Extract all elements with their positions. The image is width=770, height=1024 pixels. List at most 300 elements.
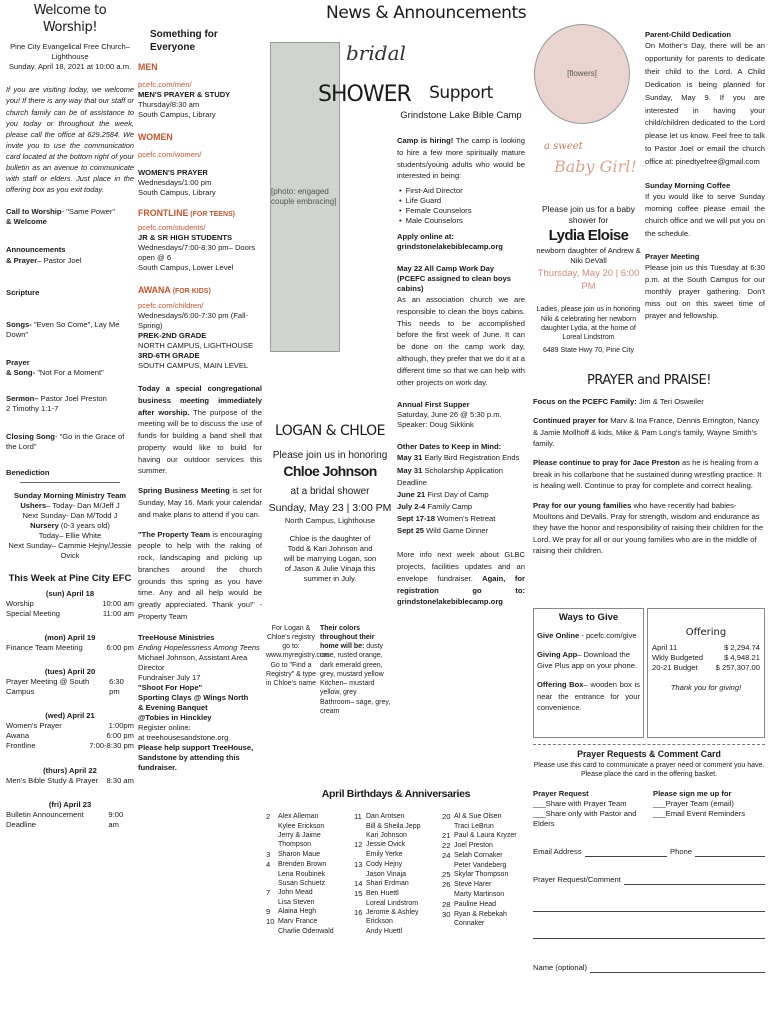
treehouse-director: Michael Johnson, Assistant Area Director — [138, 652, 248, 672]
schedule-time: 9:00 am — [108, 809, 124, 829]
ministries-title: Something for Everyone — [150, 29, 218, 54]
birthday-name: Kylee Erickson — [278, 822, 325, 830]
prayer-praise-section — [533, 372, 765, 556]
please-join: Please join us in honoring — [272, 449, 388, 461]
offering-label: April 11 — [652, 643, 678, 653]
birthday-name: Emily Yerke — [366, 851, 403, 859]
birthday-entry — [266, 917, 350, 927]
birthday-name: Kari Johnson — [366, 832, 407, 840]
church-name: Pine City Evangelical Free Church– Lighthouse — [10, 42, 130, 62]
annual-supper-speaker: Speaker: Doug Sikkink — [397, 420, 474, 430]
spring-meeting-note: Spring Business Meeting is set for Sunday, May 16. Mark your calendar and make plans to attend if you can. — [138, 486, 263, 519]
sporting-clays: Sporting Clays @ Wings North — [138, 692, 249, 702]
birthday-entry — [442, 900, 526, 910]
birthday-entry — [266, 927, 350, 936]
date-row — [397, 465, 525, 489]
birthday-entry — [266, 907, 350, 917]
dedication-title: Parent-Child Dedication — [645, 30, 732, 39]
birthday-day: 24 — [442, 851, 451, 861]
baby-shower-details: Ladies, please join us in honoring Niki & celebrating her newborn daughter Lydia, at the home of Loreal Lindstrom — [536, 306, 641, 342]
offering-row — [652, 643, 760, 653]
divider — [20, 482, 120, 483]
birthday-day — [266, 831, 278, 849]
offering-label: Wkly Budgeted — [652, 653, 704, 663]
schedule-day: (mon) April 19 — [44, 633, 96, 643]
order-sermon: Sermon– Pastor Joel Preston — [6, 393, 107, 403]
awana-heading: AWANA (FOR KIDS) — [138, 285, 211, 296]
birthday-entry — [266, 870, 350, 879]
men-place: South Campus, Library — [138, 110, 216, 120]
coffee-text: If you would like to serve Sunday morning coffee please email the church office and we will put you on the schedule. — [645, 192, 765, 238]
birthday-entry — [266, 860, 350, 870]
men-heading: MEN — [138, 62, 158, 73]
fundraiser-date: Fundraiser July 17 — [138, 672, 201, 682]
frontline-link[interactable]: pcefc.com/students/ — [138, 223, 206, 233]
women-link[interactable]: pcefc.com/women/ — [138, 149, 202, 159]
date-event: Scholarship Application Deadline — [397, 465, 503, 487]
schedule-row — [6, 741, 134, 751]
couple-info: Chloe is the daughter of Todd & Kari Johnson and will be marrying Logan, son of Jason & Julie Vinaja this summer in July. — [283, 533, 377, 583]
birthday-day: 21 — [442, 831, 451, 841]
schedule-time: 6:30 pm — [109, 677, 124, 697]
registry-info: For Logan & Chloe's registry go to: www.myregistry.com Go to "Find a Registry" & type in Chloe's name — [266, 624, 330, 688]
birthday-entry — [266, 888, 350, 898]
birthday-name: John Mead — [278, 889, 313, 897]
birthday-name: Selah Cornaker — [454, 852, 503, 860]
schedule-event: Bulletin Announcement Deadline — [6, 809, 84, 829]
birthday-column — [354, 812, 438, 937]
name-row: Name (optional) — [533, 963, 765, 973]
schedule-time: 6:00 pm — [106, 643, 134, 653]
flowers-illustration: [flowers] — [534, 24, 630, 124]
continued-prayer: Continued prayer for Marv & Ina France, Dennis Errington, Nancy & Jamie Mollhoff & kids, Mike & Pam Long's family, Wayne Smith's family. — [533, 416, 760, 448]
schedule-time: 11:00 am — [102, 609, 134, 619]
more-info: More info next week about GLBC projects, facilities updates and an envelope fundraiser. Again, for registration go to: grindstonelakebiblecamp.org — [397, 550, 525, 607]
birthday-day — [442, 890, 454, 899]
give-online: Give Online - pcefc.com/give — [537, 630, 637, 640]
option-pastor-elders[interactable]: ___Share only with Pastor and Elders — [533, 809, 637, 829]
jace-prayer: Please continue to pray for Jace Preston as he is healing from a break in his collarbone that he sustained during wrestling practice. It is healing well. Continue to pray for complete and correct healing. — [533, 458, 762, 491]
date-label: Sept 25 — [397, 526, 425, 536]
shower-heading: SHOWER — [318, 82, 411, 108]
work-day-title: May 22 All Camp Work Day — [397, 264, 495, 274]
offering-amount: $ 2,294.74 — [724, 643, 760, 653]
schedule-row — [6, 721, 134, 731]
birthday-name: Sharon Maue — [278, 850, 321, 858]
prayer-praise-title: PRAYER and PRAISE! — [587, 373, 711, 388]
apply-label: Apply online at: — [397, 232, 454, 242]
birthday-day: 15 — [354, 888, 363, 898]
birthday-day — [354, 831, 366, 840]
camp-roles — [397, 186, 525, 226]
birthday-entry — [442, 831, 526, 841]
schedule-row — [6, 776, 134, 786]
men-time: Thursday/8:30 am — [138, 100, 200, 110]
register-link[interactable]: at treehousesandstone.org — [138, 732, 229, 742]
women-time: Wednesdays/1:00 pm — [138, 177, 212, 187]
schedule-time: 1:00pm — [108, 721, 134, 731]
home-colors: Their colors throughout their home will be: dusty rose, rusted orange, dark emerald green, grey, mustard yellow Kitchen– mustard yellow, grey Bathroom– sage, grey, cream — [320, 624, 391, 715]
birthday-name: Pauline Head — [454, 900, 497, 908]
birthday-day: 10 — [266, 917, 275, 927]
couple-photo: [photo: engaged couple embracing] — [270, 42, 340, 352]
birthday-entry — [354, 908, 438, 926]
date-label: May 31 — [397, 465, 423, 475]
offering-thanks: Thank you for giving! — [670, 683, 742, 693]
comment-row: Prayer Request/Comment — [533, 875, 765, 885]
baby-shower-date: Thursday, May 20 | 6:00 PM — [537, 268, 640, 292]
birthdays-list — [266, 812, 526, 937]
birthday-name: Charlie Odenwald — [278, 928, 334, 936]
schedule-event: Special Meeting — [6, 609, 61, 619]
offering-amount: $ 4,948.21 — [724, 653, 760, 663]
other-dates-list — [397, 452, 525, 537]
date-label: Sept 17-18 — [397, 514, 435, 524]
women-prayer: WOMEN'S PRAYER — [138, 167, 208, 177]
camp-hiring: Camp is hiring! The camp is looking to hire a few more spiritually mature students/young adults who would be interested in being: — [397, 135, 525, 181]
schedule-day: (sun) April 18 — [45, 589, 95, 599]
women-heading: WOMEN — [138, 132, 173, 143]
support-heading: Support — [429, 83, 493, 103]
men-study: MEN'S PRAYER & STUDY — [138, 90, 231, 99]
birthday-day — [354, 899, 366, 908]
date-row — [397, 452, 525, 464]
awana-link[interactable]: pcefc.com/children/ — [138, 301, 204, 311]
prayer-meeting-title: Prayer Meeting — [645, 251, 700, 261]
shower-date: Sunday, May 23 | 3:00 PM — [268, 501, 392, 514]
email-field[interactable] — [585, 847, 667, 857]
birthday-entry — [442, 812, 526, 822]
work-day-subtitle: (PCEFC assigned to clean boys cabins) — [397, 274, 511, 294]
birthday-day — [354, 927, 366, 936]
worship-column — [6, 0, 134, 1024]
schedule-event: Prayer Meeting @ South Campus — [6, 677, 90, 697]
birthday-entry — [442, 851, 526, 861]
birthday-name: Jessie Ovick — [366, 841, 406, 849]
offering-table — [652, 643, 760, 673]
birthday-entry — [354, 822, 438, 831]
birthday-name: Paul & Laura Kryzer — [454, 832, 517, 840]
annual-supper-date: Saturday, June 26 @ 5:30 p.m. — [397, 410, 502, 420]
date-row — [397, 489, 525, 501]
offering-amount: $ 257,307.00 — [715, 663, 760, 673]
nursery: Nursery (0-3 years old) — [30, 520, 110, 530]
birthday-day — [266, 879, 278, 888]
date-label: May 31 — [397, 453, 423, 463]
birthday-day: 13 — [354, 859, 363, 869]
focus-family: Focus on the PCEFC Family: Jim & Teri Osweiler — [533, 397, 704, 407]
schedule-day: (fri) April 23 — [48, 799, 92, 809]
birthday-name: Loreal Lindstrom — [366, 899, 419, 907]
young-families-prayer: Pray for our young families who have recently had babies- Moultons and DeValls. Pray for strength, wisdom and endurance as they have the honor and responsibility of raising their children for the Lord. We pray for all or our young families who are in the middle of raising their children. — [533, 500, 764, 556]
comment-line-2[interactable] — [533, 911, 765, 912]
offering-title: Offering — [685, 627, 727, 638]
frontline-place: South Campus, Lower Level — [138, 263, 234, 273]
birthday-day: 9 — [266, 907, 271, 917]
order-scripture: Scripture — [6, 287, 40, 297]
week-title: This Week at Pine City EFC — [8, 572, 132, 584]
camp-role: • Female Counselors — [407, 206, 525, 216]
date-event: Family Camp — [425, 501, 473, 511]
birthday-day — [266, 927, 278, 936]
shower-place: North Campus, Lighthouse — [284, 515, 376, 525]
birthday-name: Peter Vandeberg — [454, 862, 507, 870]
order-songs: Songs- "Even So Come", Lay Me Down" — [6, 319, 120, 339]
news-title: News & Announcements — [326, 3, 527, 23]
service-date: Sunday, April 18, 2021 at 10:00 a.m. — [8, 62, 132, 72]
birthday-name: Joel Preston — [454, 842, 493, 850]
card-title: Prayer Requests & Comment Card — [577, 749, 721, 759]
birthday-day: 22 — [442, 841, 451, 851]
birthday-entry — [266, 822, 350, 831]
birthday-entry — [266, 831, 350, 849]
comment-line-3[interactable] — [533, 938, 765, 939]
birthday-day: 28 — [442, 899, 451, 909]
birthday-day: 3 — [266, 849, 271, 859]
birthday-entry — [354, 840, 438, 850]
annual-supper-title: Annual First Supper — [397, 400, 470, 410]
birthday-entry — [442, 910, 526, 928]
order-prayer-song: & Song- "Not For a Moment" — [6, 367, 104, 377]
offering-row — [652, 653, 760, 663]
birthday-name: Cody Hejny — [366, 860, 403, 868]
birthday-entry — [354, 889, 438, 899]
birthday-entry — [442, 822, 526, 831]
birthdays-title: April Birthdays & Anniversaries — [321, 788, 471, 800]
birthday-entry — [266, 879, 350, 888]
birthday-entry — [442, 890, 526, 899]
birthday-entry — [442, 870, 526, 880]
baby-shower-address: 6489 State Hwy 70, Pine City — [542, 347, 635, 355]
birthday-name: Brenden Brown — [278, 860, 327, 868]
baby-girl-script: Baby Girl! — [554, 157, 637, 176]
apply-link[interactable]: grindstonelakebiblecamp.org — [397, 242, 503, 252]
email-phone-row: Email Address Phone — [533, 847, 765, 857]
evening-banquet: & Evening Banquet — [138, 702, 208, 712]
order-call-to-worship: Call to Worship- "Same Power" — [6, 207, 116, 217]
birthday-day: 12 — [354, 840, 363, 850]
birthday-name: Al & Sue Olsen — [454, 812, 502, 820]
awana-time: Wednesdays/6:00-7:30 pm (Fall-Spring) — [138, 311, 249, 331]
schedule-row — [6, 677, 134, 697]
card-sub2: Please place the card in the offering basket. — [580, 770, 718, 778]
schedule-time: 8:30 am — [106, 775, 134, 785]
treehouse-title: TreeHouse Ministries — [138, 632, 215, 642]
option-prayer-team[interactable]: ___Share with Prayer Team — [533, 799, 627, 809]
date-row — [397, 513, 525, 525]
week-schedule — [6, 589, 134, 829]
birthday-name: Shari Erdman — [366, 879, 409, 887]
order-benediction: Benediction — [6, 467, 50, 477]
birthday-name: Andy Huettl — [366, 927, 403, 935]
schedule-row — [6, 643, 134, 653]
birthday-name: Skylar Thompson — [454, 871, 509, 879]
nursery-today: Today– Ellie White — [38, 530, 102, 540]
birthday-name: Jason Vinaja — [366, 870, 406, 878]
birthday-day — [354, 822, 366, 831]
business-meeting-note: Today a special congregational business meeting immediately after worship. The purpose of the meeting will be to discuss the use of funds for building a band shell that property would like to build for having our outdoor services this summer. — [138, 384, 263, 476]
birthday-entry — [354, 831, 438, 840]
birthday-entry — [442, 880, 526, 890]
schedule-row — [6, 731, 134, 741]
birthday-name: Ryan & Rebekah Connaker — [454, 910, 507, 927]
birthday-entry — [354, 860, 438, 870]
schedule-row — [6, 810, 134, 830]
banquet-location: @Tobies in Hinckley — [138, 712, 212, 722]
phone-field[interactable] — [695, 847, 765, 857]
frontline-group: JR & SR HIGH STUDENTS — [138, 233, 233, 243]
birthday-entry — [266, 850, 350, 860]
birthday-day — [266, 870, 278, 879]
honoree-name: Chloe Johnson — [283, 463, 377, 480]
birthday-day: 25 — [442, 870, 451, 880]
birthday-name: Traci LeBrun — [454, 822, 494, 830]
treehouse-subtitle: Ending Hopelessness Among Teens — [138, 642, 260, 652]
schedule-row — [6, 599, 134, 609]
order-closing-song: Closing Song- "Go in the Grace of the Lord" — [6, 431, 125, 451]
prek-group: PREK-2ND GRADE — [138, 331, 207, 341]
date-row — [397, 525, 525, 537]
birthday-entry — [354, 812, 438, 822]
women-place: South Campus, Library — [138, 187, 216, 197]
offering-box — [647, 608, 765, 738]
schedule-day: (wed) April 21 — [45, 711, 95, 721]
birthday-day: 4 — [266, 859, 271, 869]
order-prayer: & Prayer– Pastor Joel — [6, 255, 82, 265]
camp-name: Grindstone Lake Bible Camp — [400, 110, 522, 122]
option-prayer-email[interactable]: ___Prayer Team (email) — [653, 799, 734, 809]
camp-role: • Male Counselors — [407, 216, 525, 226]
birthday-day: 7 — [266, 888, 271, 898]
order-announcements: Announcements — [6, 245, 66, 255]
schedule-day: (tues) April 20 — [44, 667, 96, 677]
date-event: First Day of Camp — [425, 489, 489, 499]
sermon-reference: 2 Timothy 1:1-7 — [6, 403, 59, 413]
birthday-name: Steve Harer — [454, 881, 492, 889]
other-dates-title: Other Dates to Keep in Mind: — [397, 442, 502, 452]
option-event-reminders[interactable]: ___Email Event Reminders — [653, 809, 746, 819]
schedule-event: Finance Team Meeting — [6, 643, 83, 653]
birthday-entry — [354, 899, 438, 908]
offering-box: Offering Box– wooden box is near the entrance for your convenience. — [537, 680, 640, 713]
birthday-name: Dan Arntsen — [366, 812, 405, 820]
signup-options: Please sign me up for ___Prayer Team (email) ___Email Event Reminders — [653, 789, 765, 829]
birthday-day: 20 — [442, 811, 451, 821]
birthday-entry — [354, 870, 438, 879]
shower-type: at a bridal shower — [290, 485, 370, 497]
a-sweet-script: a sweet — [544, 141, 583, 152]
offering-row — [652, 663, 760, 673]
camp-role: • Life Guard — [407, 196, 525, 206]
schedule-event: Worship — [6, 599, 34, 609]
birthday-name: Lisa Steven — [278, 899, 315, 907]
giving-app: Giving App– Download the Give Plus app on your phone. — [537, 649, 638, 670]
schedule-event: Frontline — [6, 741, 36, 751]
birthday-day — [266, 822, 278, 831]
birthday-name: Ben Huettl — [366, 889, 399, 897]
date-event: Wild Game Dinner — [424, 526, 489, 536]
dedication-text: On Mother's Day, there will be an opportunity for parents to dedicate their child to the Lord. A Child Dedication is being planned for Sunday, May 9. If you are interested in having your child/children dedicated to the Lord please let us know. Feel free to talk to Pastor Joel or email the church office at: pinedtyefree@gmail.com — [645, 41, 765, 167]
grade3-place: SOUTH CAMPUS, MAIN LEVEL — [138, 361, 249, 371]
birthday-entry — [354, 879, 438, 889]
schedule-time: 6:00 pm — [106, 731, 134, 741]
birthday-entry — [266, 898, 350, 907]
schedule-row — [6, 609, 134, 619]
offering-label: 20-21 Budget — [652, 663, 698, 673]
bridal-script: bridal — [346, 41, 406, 66]
birthday-day: 11 — [354, 811, 362, 821]
birthday-day: 16 — [354, 908, 363, 918]
birthday-name: Alaina Hegh — [278, 908, 317, 916]
birthday-name: Susan Schuetz — [278, 879, 326, 887]
nursery-next: Next Sunday– Cammie Hejny/Jessie Ovick — [8, 540, 132, 560]
birthday-name: Lena Roubinek — [278, 870, 326, 878]
birthdays-section — [266, 788, 526, 937]
order-welcome: & Welcome — [6, 217, 47, 227]
birthday-day — [442, 822, 454, 831]
date-event: Women's Retreat — [435, 514, 496, 524]
birthday-day: 26 — [442, 880, 451, 890]
birthday-name: Marv France — [278, 918, 318, 926]
ways-to-give-box — [533, 608, 644, 738]
schedule-event: Awana — [6, 731, 30, 741]
baby-name: Lydia Eloise — [548, 227, 629, 245]
coffee-title: Sunday Morning Coffee — [645, 181, 731, 191]
birthday-name: Jerome & Ashley Erickson — [366, 909, 419, 926]
birthday-day — [266, 898, 278, 907]
card-sub1: Please use this card to communicate a prayer need or comment you have. — [533, 761, 765, 769]
birthday-day — [442, 861, 454, 870]
prayer-request-options: Prayer Request ___Share with Prayer Team ___Share only with Pastor and Elders — [533, 789, 645, 829]
birthday-name: Alex Alleman — [278, 812, 319, 820]
frontline-heading: FRONTLINE (FOR TEENS) — [138, 207, 236, 218]
comment-field[interactable] — [624, 875, 765, 885]
order-prayer-song-label: Prayer — [6, 357, 30, 367]
birthday-name: Marty Martinson — [454, 891, 505, 899]
shoot-for-hope: "Shoot For Hope" — [138, 682, 203, 692]
ushers-next: Next Sunday- Dan M/Todd J — [22, 510, 118, 520]
date-row — [397, 501, 525, 513]
name-field[interactable] — [590, 963, 765, 973]
birthday-column — [266, 812, 350, 937]
birthday-entry — [354, 850, 438, 859]
birthday-name: Bill & Sheila Jepp — [366, 822, 421, 830]
camp-role: • First-Aid Director — [407, 186, 525, 196]
prayer-card — [533, 744, 765, 1022]
birthday-day: 30 — [442, 909, 451, 919]
birthday-entry — [442, 841, 526, 851]
birthday-day — [354, 850, 366, 859]
ministry-team-title: Sunday Morning Ministry Team — [13, 490, 127, 500]
property-team-note: "The Property Team is encouraging people to help with the raking of rock, landscaping and picking up branches around the church grounds this spring as you have time. Any and all help would be greatly appreciated. Thank you!" -Property Team — [138, 529, 262, 621]
schedule-event: Women's Prayer — [6, 721, 62, 731]
work-day-text: As an association church we are responsible to clean the boys cabins. This needs to be accomplished before the first week of June. It can be done on the camp work day, although, they prefer that we do it at a different time so that we can help with other projects on work day. — [397, 295, 525, 387]
ways-to-give-title: Ways to Give — [558, 612, 619, 623]
birthday-day: 2 — [266, 811, 271, 821]
prayer-meeting-text: Please join us this Tuesday at 6:30 p.m. at the South Campus for our monthly prayer gathering. Don't miss out on this sweet time of prayer and fellowship. — [645, 262, 765, 321]
schedule-event: Men's Bible Study & Prayer — [6, 775, 99, 785]
birthday-entry — [442, 861, 526, 870]
frontline-time: Wednesdays/7:00-8:30 pm– Doors open @ 6 — [138, 243, 256, 263]
couple-names: LOGAN & CHLOE — [274, 423, 385, 440]
visitor-welcome: If you are visiting today, we welcome you! If there is any way that our staff or church family can be of assistance to you today or throughout the week, please call the office at 629.2584. We invite you to use the communication card located at the bottom right of your bulletin as an avenue to communicate with staff or elders. Just place in the offering box as you exit today. — [6, 85, 134, 195]
ushers-today: Ushers– Today- Dan M/Jeff J — [20, 500, 120, 510]
prek-place: NORTH CAMPUS, LIGHTHOUSE — [138, 341, 254, 351]
birthday-entry — [266, 812, 350, 822]
men-link[interactable]: pcefc.com/men/ — [138, 79, 192, 89]
schedule-day: (thurs) April 22 — [43, 765, 97, 775]
schedule-time: 7:00-8:30 pm — [89, 741, 134, 751]
